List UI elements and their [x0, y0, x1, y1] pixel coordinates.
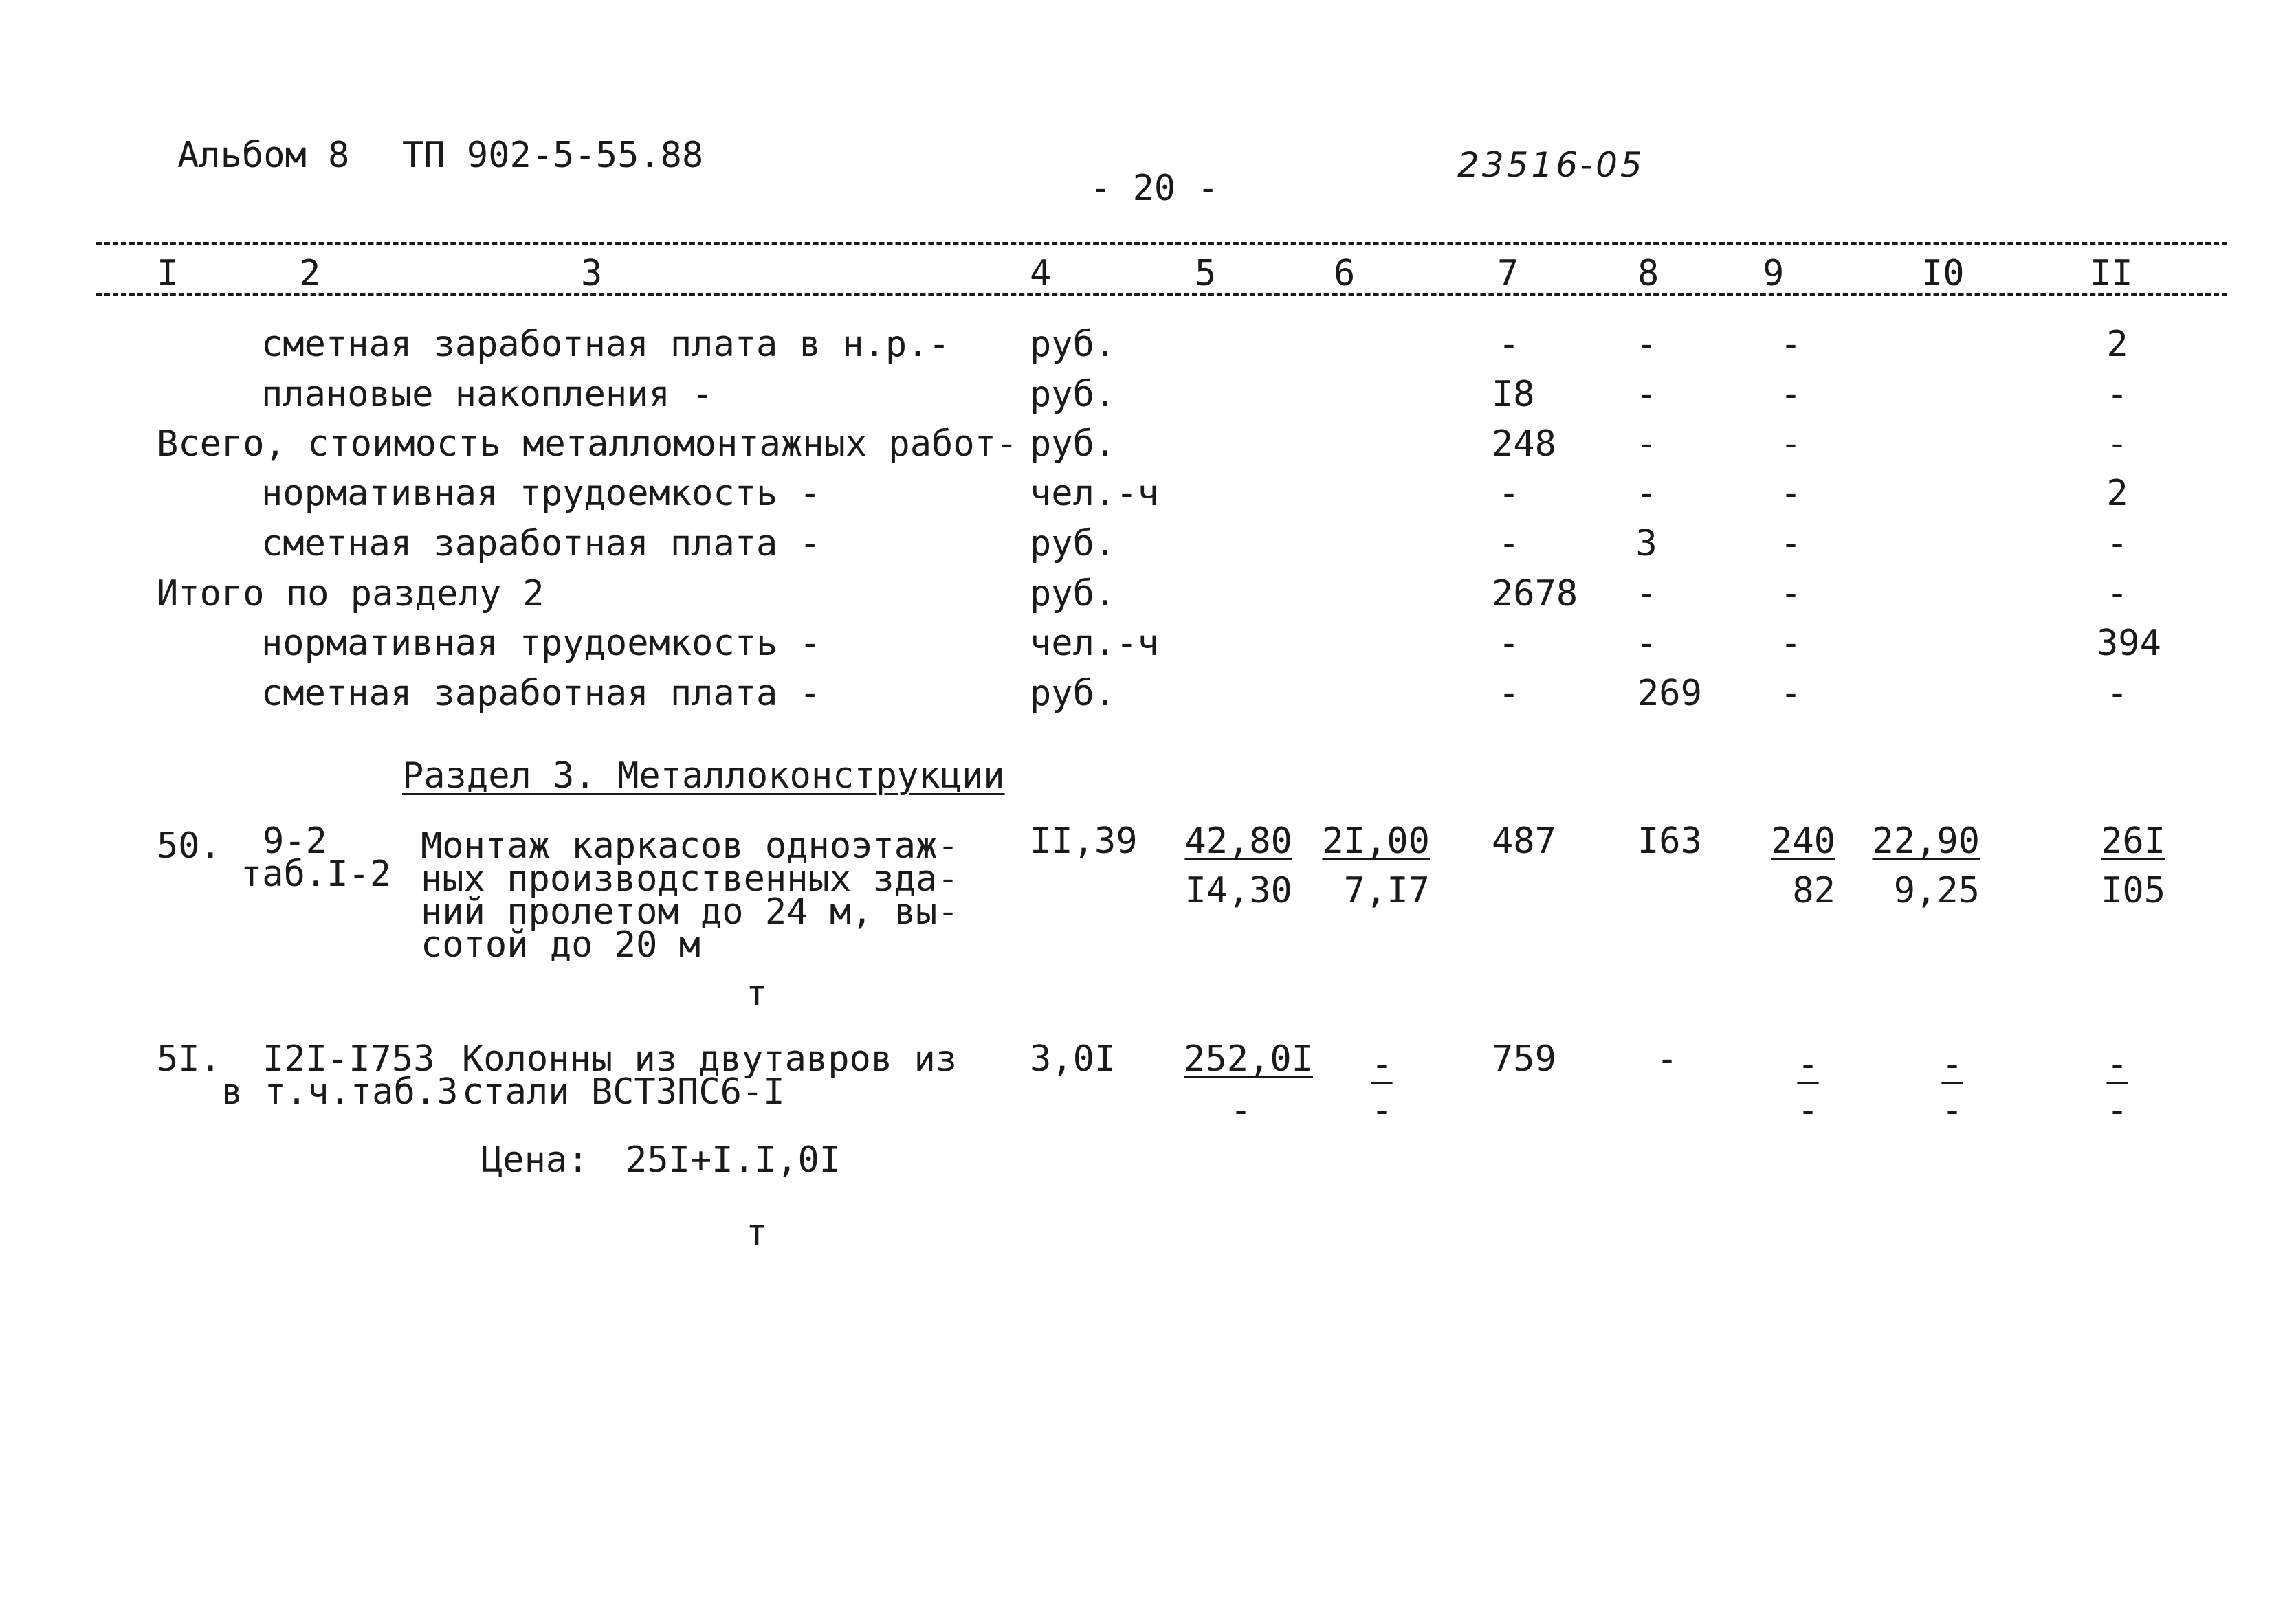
summary-row-unit: руб. [1030, 374, 1116, 415]
summary-row-unit: руб. [1030, 423, 1116, 465]
col5-bottom: - [1230, 1090, 1252, 1131]
col7-value: 759 [1492, 1038, 1556, 1080]
col6-bottom: 7,I7 [1343, 870, 1430, 911]
column-header-2: 2 [299, 253, 321, 294]
summary-row-label: Итого по разделу 2 [157, 573, 544, 614]
summary-row-col11: 394 [2097, 623, 2161, 664]
column-header-5: 5 [1195, 253, 1217, 294]
item-description: Монтаж каркасов одноэтаж- [421, 825, 959, 867]
col11-bottom: I05 [2101, 870, 2165, 911]
summary-row-col8: 3 [1635, 523, 1657, 564]
summary-row-col11: - [2106, 374, 2128, 415]
summary-row-col9: - [1780, 623, 1802, 664]
header-bottom-rule [96, 293, 2227, 296]
summary-row-col7: - [1498, 623, 1520, 664]
column-header-1: I [157, 253, 179, 294]
col8-value: I63 [1637, 821, 1702, 862]
summary-row-col8: - [1635, 324, 1657, 365]
col5-bottom: I4,30 [1184, 870, 1292, 911]
summary-row-col9: - [1780, 573, 1802, 614]
item-code: таб.I-2 [241, 854, 392, 895]
summary-row-col8: - [1635, 473, 1657, 514]
col9-bottom: - [1797, 1090, 1819, 1131]
summary-row-unit: руб. [1030, 573, 1116, 614]
item-number: 50. [157, 825, 221, 867]
summary-row-label: плановые накопления - [261, 374, 714, 415]
column-header-7: 7 [1497, 253, 1519, 294]
summary-row-col8: - [1635, 374, 1657, 415]
column-header-10: I0 [1921, 253, 1965, 294]
col10-top: - [1941, 1044, 1963, 1085]
summary-row-col7: 2678 [1492, 573, 1578, 614]
col7-value: 487 [1492, 821, 1556, 862]
summary-row-unit: руб. [1030, 324, 1116, 365]
item-description: Колонны из двутавров из [462, 1038, 958, 1080]
summary-row-label: сметная заработная плата - [261, 673, 821, 714]
summary-row-col7: - [1498, 673, 1520, 714]
summary-row-unit: руб. [1030, 523, 1116, 564]
col10-top: 22,90 [1872, 821, 1980, 862]
summary-row-col7: - [1498, 473, 1520, 514]
summary-row-col7: - [1498, 523, 1520, 564]
col11-bottom: - [2106, 1090, 2128, 1131]
summary-row-label: нормативная трудоемкость - [261, 623, 821, 664]
unit-mark: т [746, 1212, 768, 1254]
item-code: в т.ч.таб.3 [221, 1071, 459, 1113]
item-code: I2I-I753 [263, 1038, 435, 1080]
item-description: ний пролетом до 24 м, вы- [421, 891, 959, 933]
summary-row-label: нормативная трудоемкость - [261, 473, 821, 514]
column-header-8: 8 [1637, 253, 1659, 294]
header-top-rule [96, 242, 2227, 245]
col9-top: - [1797, 1044, 1819, 1085]
summary-row-col11: - [2106, 423, 2128, 465]
col6-bottom: - [1371, 1090, 1393, 1131]
column-header-11: II [2090, 253, 2133, 294]
project-code: ТП 902-5-55.88 [402, 135, 704, 176]
column-header-6: 6 [1334, 253, 1356, 294]
col10-bottom: 9,25 [1893, 870, 1980, 911]
summary-row-col9: - [1780, 523, 1802, 564]
album-label: Альбом 8 [177, 135, 350, 176]
summary-row-unit: чел.-ч [1030, 623, 1159, 664]
summary-row-col11: 2 [2106, 473, 2128, 514]
col4-value: 3,0I [1030, 1038, 1116, 1080]
column-header-3: 3 [581, 253, 603, 294]
col6-top: - [1371, 1044, 1393, 1085]
summary-row-col7: I8 [1492, 374, 1535, 415]
section-title: Раздел 3. Металлоконструкции [402, 755, 1005, 797]
summary-row-col7: 248 [1492, 423, 1556, 465]
summary-row-col9: - [1780, 673, 1802, 714]
summary-row-col8: - [1635, 623, 1657, 664]
summary-row-col8: - [1635, 423, 1657, 465]
summary-row-col11: - [2106, 523, 2128, 564]
summary-row-col11: 2 [2106, 324, 2128, 365]
item-code: 9-2 [263, 821, 327, 862]
col10-bottom: - [1941, 1090, 1963, 1131]
item-description: стали ВСТ3ПС6-I [462, 1071, 785, 1113]
col9-top: 240 [1771, 821, 1835, 862]
document-code: 23516-05 [1457, 145, 1645, 185]
summary-row-unit: чел.-ч [1030, 473, 1159, 514]
column-header-9: 9 [1763, 253, 1785, 294]
item-number: 5I. [157, 1038, 221, 1080]
col9-bottom: 82 [1792, 870, 1835, 911]
summary-row-col9: - [1780, 374, 1802, 415]
summary-row-label: Всего, стоимость металломонтажных работ- [157, 423, 1018, 465]
price-value: 25I+I.I,0I [626, 1139, 841, 1181]
summary-row-col8: 269 [1637, 673, 1702, 714]
col6-top: 2I,00 [1322, 821, 1430, 862]
item-description: сотой до 20 м [421, 924, 700, 966]
summary-row-col9: - [1780, 324, 1802, 365]
summary-row-unit: руб. [1030, 673, 1116, 714]
summary-row-col11: - [2106, 573, 2128, 614]
unit-mark: т [746, 973, 768, 1014]
item-description: ных производственных зда- [421, 858, 959, 900]
summary-row-col9: - [1780, 423, 1802, 465]
page-number: - 20 - [1090, 168, 1219, 209]
col5-top: 42,80 [1184, 821, 1292, 862]
col5-top: 252,0I [1184, 1038, 1313, 1080]
price-label: Цена: [481, 1139, 589, 1181]
summary-row-col11: - [2106, 673, 2128, 714]
col8-value: - [1656, 1038, 1678, 1080]
summary-row-col7: - [1498, 324, 1520, 365]
col11-top: 26I [2101, 821, 2165, 862]
column-header-4: 4 [1030, 253, 1052, 294]
col11-top: - [2106, 1044, 2128, 1085]
summary-row-label: сметная заработная плата - [261, 523, 821, 564]
summary-row-col8: - [1635, 573, 1657, 614]
summary-row-label: сметная заработная плата в н.р.- [261, 324, 950, 365]
summary-row-col9: - [1780, 473, 1802, 514]
col4-value: II,39 [1030, 821, 1138, 862]
